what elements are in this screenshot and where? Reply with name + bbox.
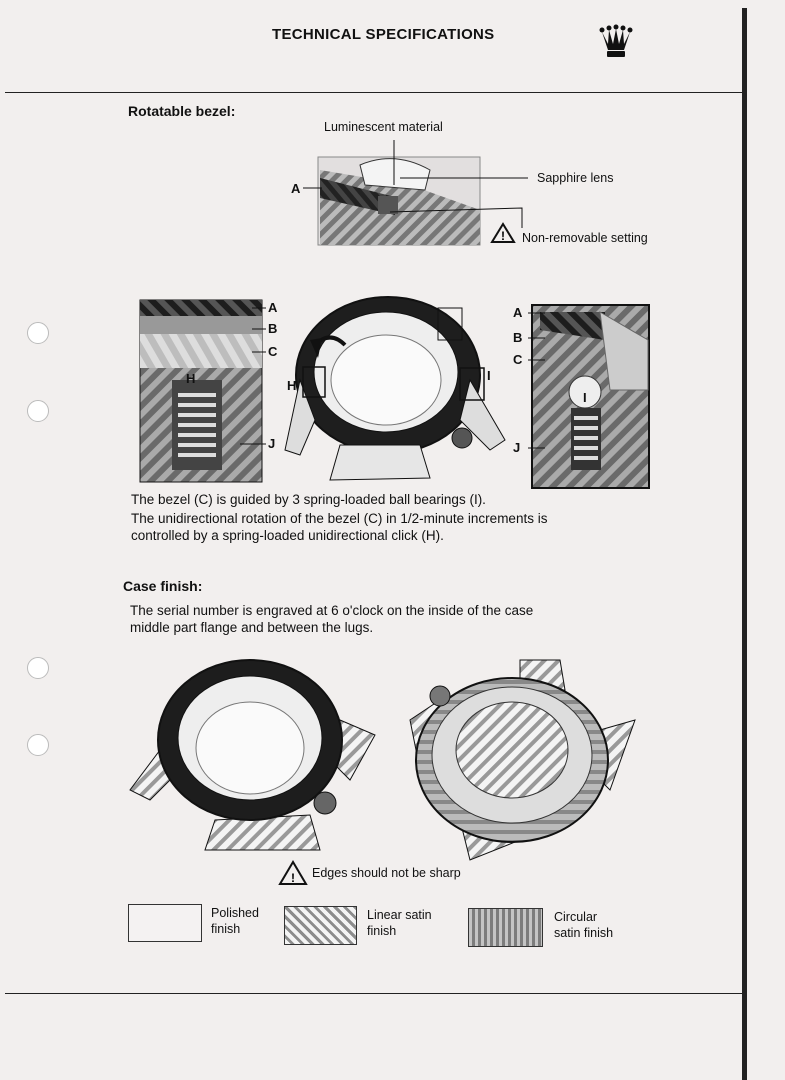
svg-text:!: ! [501, 229, 505, 243]
legend-label-linear: Linear satin finish [367, 908, 432, 938]
right-detail-letter-b: B [513, 330, 523, 345]
polished-swatch [128, 904, 202, 942]
label-a-top: A [291, 181, 301, 196]
right-detail-letter-c: C [513, 352, 523, 367]
bezel-description-2: The unidirectional rotation of the bezel (C) in 1/2-minute increments is controlled by a spring-loaded unidirectional click (H). [131, 511, 548, 543]
left-detail-letter-a: A [268, 300, 278, 315]
footer-rule [5, 993, 743, 994]
setting-label: Non-removable setting [522, 231, 648, 245]
left-detail-letter-c: C [268, 344, 278, 359]
left-detail-letter-j: J [268, 436, 276, 451]
legend-label-circular: Circular satin finish [554, 910, 614, 940]
right-detail-letter-i: I [583, 390, 587, 405]
sapphire-label: Sapphire lens [537, 171, 614, 185]
circular-satin-swatch [468, 908, 543, 947]
right-detail-letter-a: A [513, 305, 523, 320]
right-detail-letter-j: J [513, 440, 521, 455]
section-heading-bezel: Rotatable bezel: [128, 103, 236, 119]
page-title: TECHNICAL SPECIFICATIONS [272, 26, 495, 43]
watch-letter-i: I [487, 368, 491, 383]
svg-text:!: ! [291, 871, 295, 885]
bezel-description-1: The bezel (C) is guided by 3 spring-loaded ball bearings (I). [131, 492, 486, 507]
case-description: The serial number is engraved at 6 o'clock on the inside of the case middle part flange and between the lugs. [130, 603, 534, 635]
luminescent-label: Luminescent material [324, 120, 443, 134]
left-detail-letter-h: H [186, 371, 196, 386]
legend-label-polished: Polished finish [211, 906, 259, 936]
left-detail-letter-b: B [268, 321, 278, 336]
watch-letter-h: H [287, 378, 297, 393]
section-heading-case: Case finish: [123, 578, 203, 594]
linear-satin-swatch [284, 906, 357, 945]
sharp-edges-warning: Edges should not be sharp [312, 866, 461, 880]
